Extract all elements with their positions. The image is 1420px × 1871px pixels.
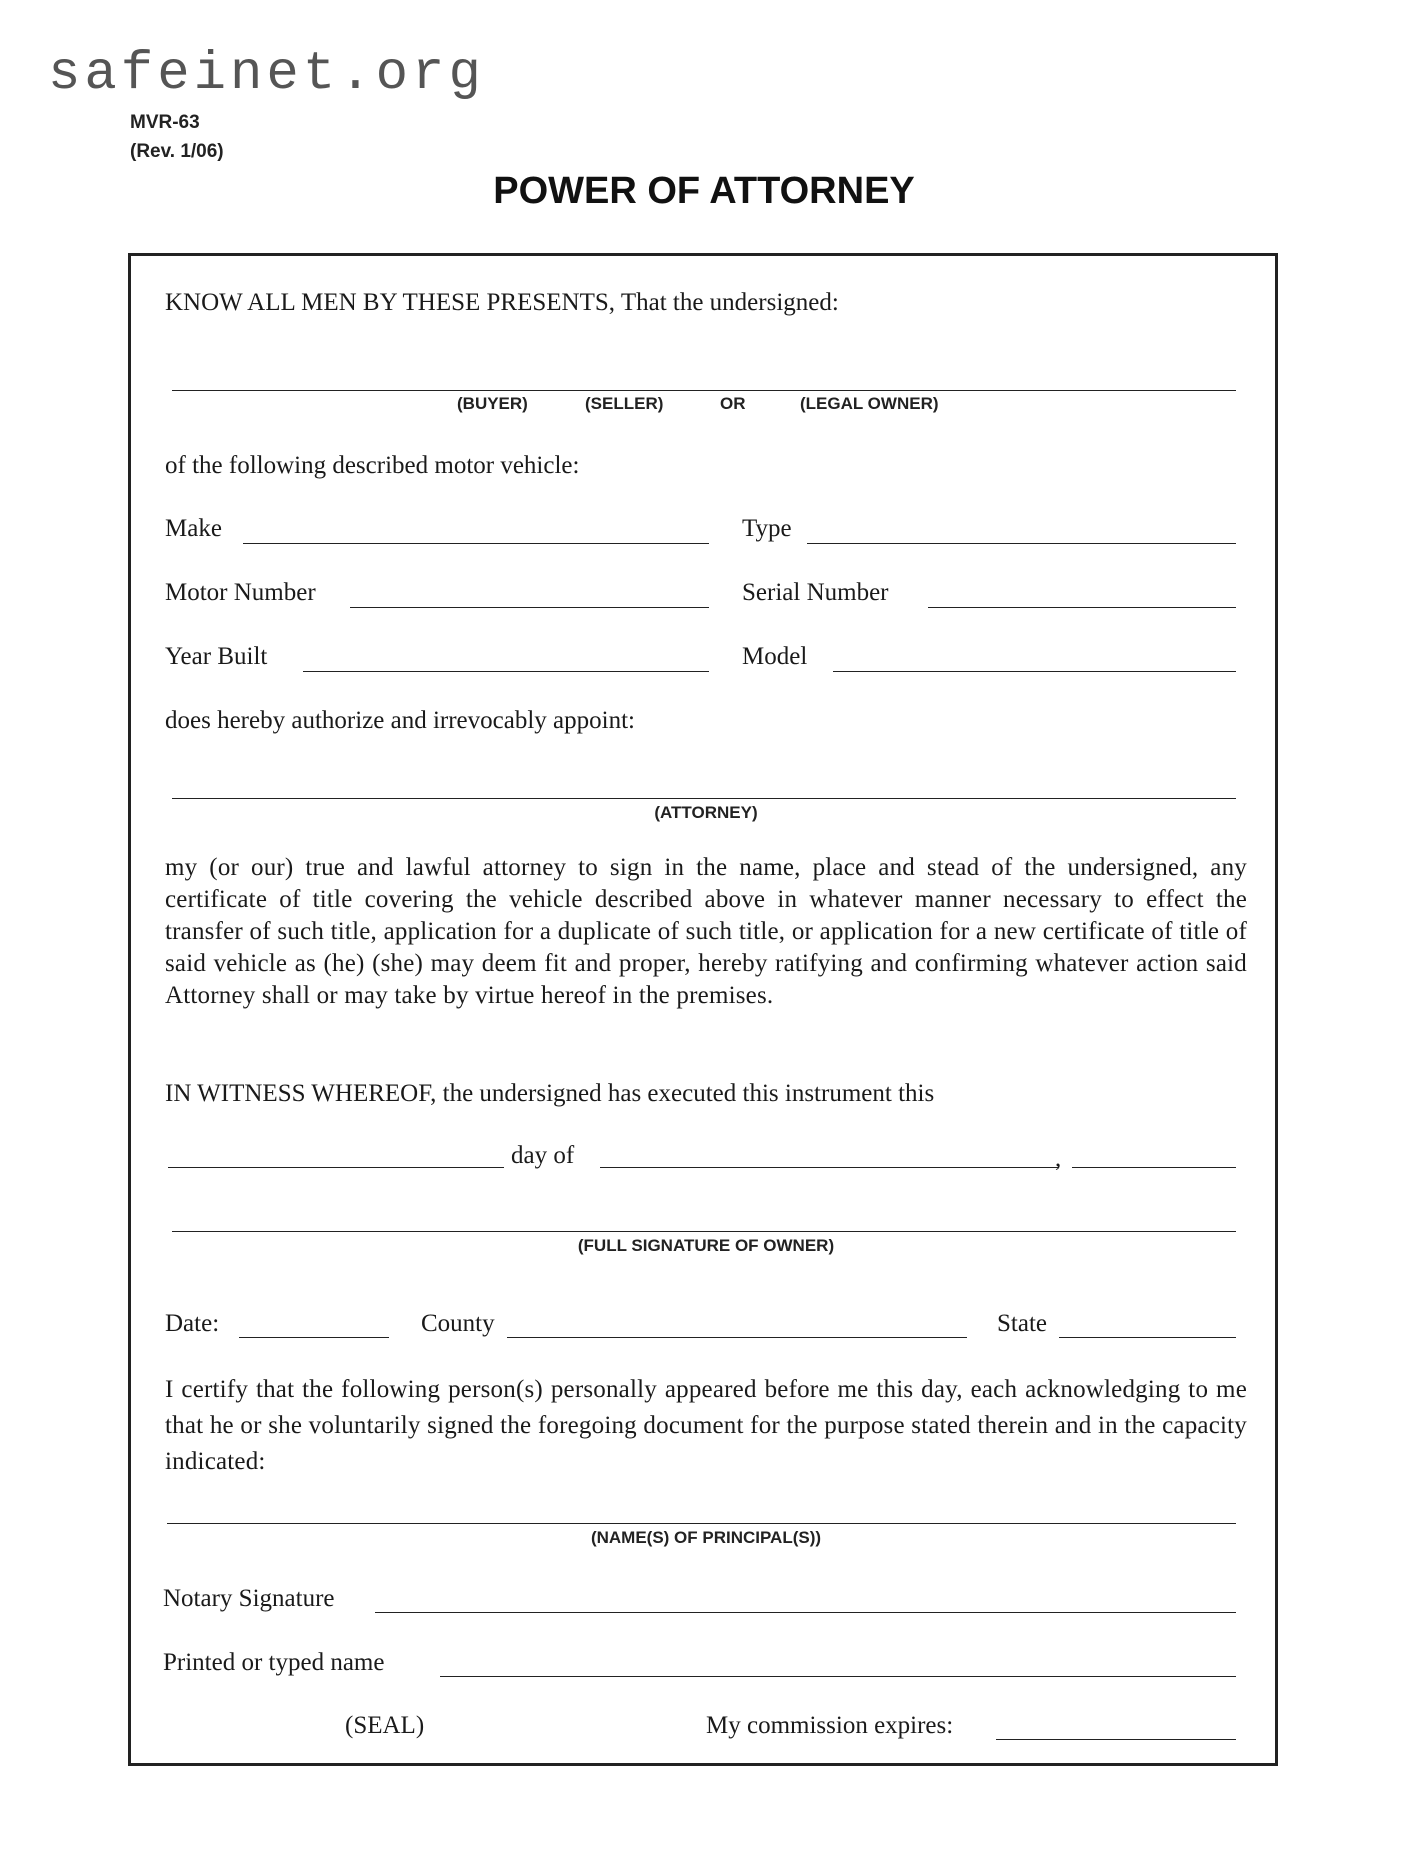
caption-legal-owner: (LEGAL OWNER) — [800, 394, 939, 413]
serial-number-label: Serial Number — [742, 579, 889, 606]
witness-text: IN WITNESS WHEREOF, the undersigned has executed this instrument this — [165, 1080, 935, 1107]
page-title: POWER OF ATTORNEY — [493, 170, 915, 212]
type-label: Type — [742, 515, 792, 542]
printed-name-line[interactable] — [440, 1676, 1236, 1677]
appoint-text: does hereby authorize and irrevocably appoint: — [165, 707, 635, 734]
attorney-line[interactable] — [172, 798, 1236, 799]
form-revision: (Rev. 1/06) — [130, 141, 224, 162]
printed-name-label: Printed or typed name — [163, 1649, 385, 1676]
caption-seller: (SELLER) — [585, 394, 664, 413]
date-label: Date: — [165, 1310, 220, 1337]
watermark: safeinet.org — [48, 44, 485, 105]
month-line[interactable] — [600, 1167, 1058, 1168]
vehicle-intro: of the following described motor vehicle: — [165, 452, 580, 479]
make-label: Make — [165, 515, 222, 542]
commission-expires-label: My commission expires: — [706, 1712, 954, 1739]
state-line[interactable] — [1059, 1337, 1236, 1338]
notary-signature-line[interactable] — [375, 1612, 1236, 1613]
principal-name-line[interactable] — [167, 1523, 1236, 1524]
motor-number-label: Motor Number — [165, 579, 316, 606]
day-of-label: day of — [511, 1142, 575, 1169]
authority-paragraph: my (or our) true and lawful attorney to sign in the name, place and stead of the undersigned, any certificate of title covering the vehicle described above in whatever manner necessary to effect the transfer of such title, application for a duplicate of such title, or application for a new certificate of title of said vehicle as (he) (she) may deem fit and proper, hereby ratifying and confirming whatever action said Attorney shall or may take by virtue hereof in the premises. — [165, 854, 1247, 1009]
owner-signature-line[interactable] — [172, 1231, 1236, 1232]
caption-or: OR — [720, 394, 746, 413]
year-built-line[interactable] — [303, 671, 709, 672]
motor-number-line[interactable] — [350, 607, 709, 608]
caption-attorney: (ATTORNEY) — [654, 803, 758, 822]
caption-principals: (NAME(S) OF PRINCIPAL(S)) — [590, 1528, 822, 1547]
intro-text: KNOW ALL MEN BY THESE PRESENTS, That the undersigned: — [165, 289, 839, 316]
state-label: State — [997, 1310, 1047, 1337]
year-built-label: Year Built — [165, 643, 268, 670]
model-line[interactable] — [833, 671, 1236, 672]
make-line[interactable] — [243, 543, 709, 544]
year-line[interactable] — [1072, 1167, 1236, 1168]
serial-number-line[interactable] — [928, 607, 1236, 608]
model-label: Model — [742, 643, 808, 670]
date-comma: , — [1055, 1145, 1062, 1172]
form-number: MVR-63 — [130, 112, 200, 133]
type-line[interactable] — [807, 543, 1236, 544]
day-line[interactable] — [168, 1167, 504, 1168]
date-line[interactable] — [239, 1337, 389, 1338]
certify-paragraph: I certify that the following person(s) personally appeared before me this day, each acknowledging to me that he or she voluntarily signed the foregoing document for the purpose stated therein and in the capacity indicated: — [165, 1376, 1247, 1475]
caption-buyer: (BUYER) — [457, 394, 528, 413]
commission-expires-line[interactable] — [996, 1739, 1236, 1740]
county-line[interactable] — [507, 1337, 967, 1338]
county-label: County — [421, 1310, 495, 1337]
owner-name-line[interactable] — [172, 390, 1236, 391]
notary-signature-label: Notary Signature — [163, 1585, 335, 1612]
caption-full-signature: (FULL SIGNATURE OF OWNER) — [577, 1236, 835, 1255]
seal-label: (SEAL) — [345, 1712, 425, 1739]
